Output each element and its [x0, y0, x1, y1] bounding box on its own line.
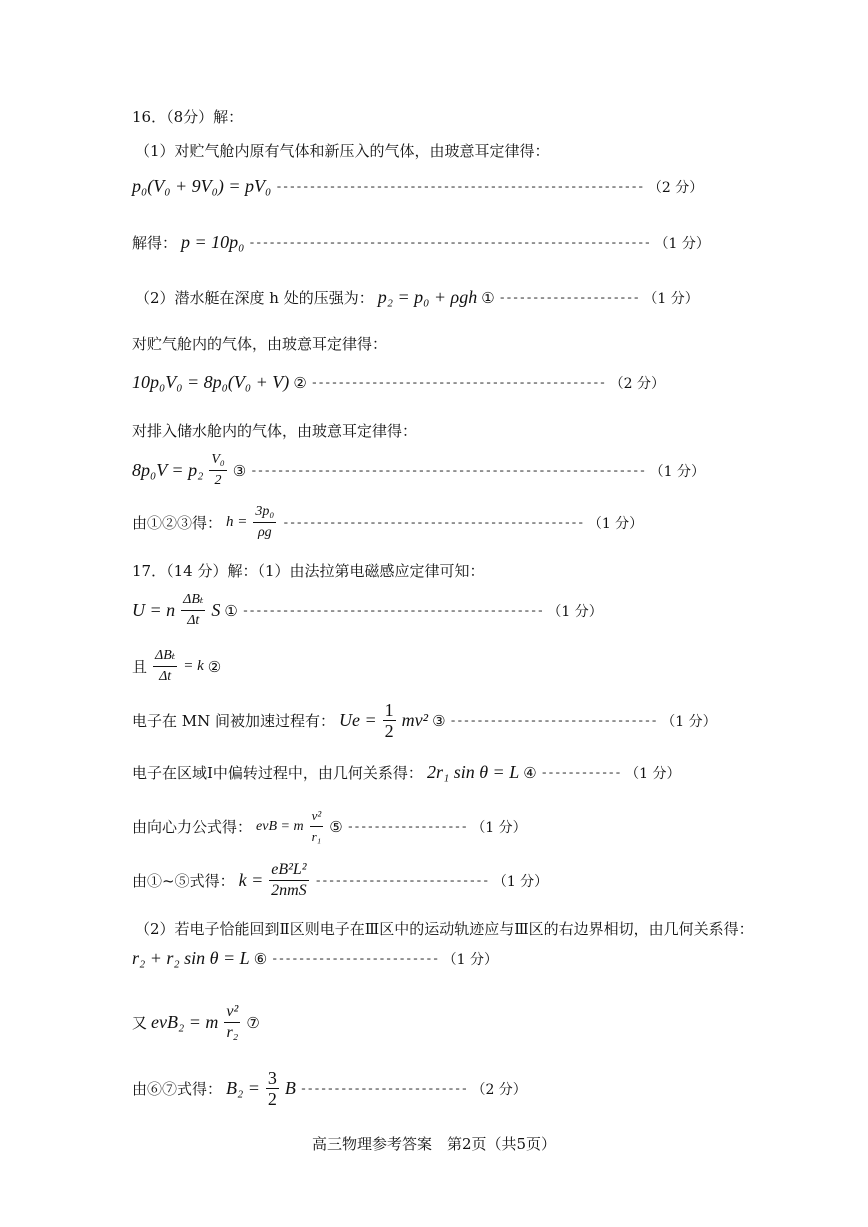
q16-solution — [132, 232, 710, 253]
q17-text-mn: 电子在 MN 间被加速过程有： — [132, 712, 336, 730]
q16-sol-dash: ------------------------------------------------------------ — [248, 235, 651, 250]
q17-eq3-score: （1 分） — [661, 713, 717, 730]
q17-eq7-formula: r₂ + r₂ sin θ = L — [132, 948, 250, 968]
q17-eq2-number: ② — [207, 657, 222, 676]
q17-eq1-number: ① — [224, 601, 238, 620]
q16-eq2-dash: --------------------- — [498, 290, 640, 305]
q17-eq3-fraction — [383, 700, 396, 741]
q17-eq1-right: S — [211, 600, 221, 620]
q16-part1-text: （1）对贮气舱内原有气体和新压入的气体，由玻意耳定律得： — [135, 142, 550, 160]
q17-eq5-frac-den: r₁ — [311, 829, 322, 844]
q17-eq8 — [132, 1002, 260, 1043]
q17-eq5-number: ⑤ — [329, 817, 343, 836]
q17-res-label: 由⑥⑦式得： — [132, 1080, 223, 1098]
q17-res-left: B₂ = — [226, 1078, 260, 1098]
q16-eq4-left: 8p₀V = p₂ — [132, 460, 204, 480]
q16-text-b-content: 对排入储水舱内的气体，由玻意耳定律得： — [132, 422, 418, 440]
q17-eq7 — [132, 948, 498, 969]
q16-res-label: 由①②③得： — [132, 514, 223, 532]
q17-eq2-label: 且 — [132, 658, 148, 676]
q17-eq1-dash: --------------------------------------------- — [241, 603, 544, 618]
q16-res-fraction — [253, 502, 276, 543]
q17-eq5-left: evB = m — [256, 818, 304, 834]
q17-res-dash: ------------------------- — [299, 1081, 468, 1096]
q17-eq1-score: （1 分） — [547, 603, 603, 620]
q17-eq3-left: Ue = — [339, 710, 377, 730]
q17-eq3-number: ③ — [432, 711, 446, 730]
q16-res-score: （1 分） — [587, 515, 644, 532]
q17-eq8-number: ⑦ — [246, 1013, 260, 1032]
q16-eq4-dash: ----------------------------------------------------------- — [250, 463, 646, 478]
q17-res-frac-den: 2 — [267, 1089, 277, 1109]
q16-eq1-score: （2 分） — [647, 179, 704, 196]
q17-eq2 — [132, 646, 221, 687]
q17-eq8-left: evB₂ = m — [151, 1012, 219, 1032]
q16-res-left: h = — [226, 514, 248, 530]
q17-eq3 — [132, 700, 717, 741]
q17-eq7-dash: ------------------------- — [271, 951, 439, 966]
q17-eq1-frac-den: Δt — [187, 613, 200, 628]
q16-eq3 — [132, 372, 665, 393]
q17-eq2-right: = k — [183, 658, 204, 674]
q16-eq4-number: ③ — [232, 461, 247, 480]
q17-eq1 — [132, 590, 603, 631]
q17-res-score: （2 分） — [471, 1081, 527, 1098]
q16-text-a-content: 对贮气舱内的气体，由玻意耳定律得： — [132, 335, 388, 353]
q16-eq1 — [132, 176, 703, 197]
q17-eq4-number: ④ — [523, 763, 537, 782]
q17-res-fraction — [266, 1068, 279, 1109]
q17-eq5-dash: ------------------ — [346, 819, 468, 834]
q17-eq3-right: mv² — [401, 710, 429, 730]
q17-eq5-fraction — [310, 806, 324, 847]
q16-sol-formula: p = 10p₀ — [181, 232, 245, 252]
q17-header-text: 17．（14 分）解：（1）由法拉第电磁感应定律可知： — [132, 562, 485, 580]
q17-eq1-fraction — [181, 590, 205, 631]
q17-eq1-left: U = n — [132, 600, 176, 620]
q17-eq6-dash: -------------------------- — [314, 873, 489, 888]
q16-header-text: 16．（8分）解： — [132, 108, 244, 126]
q17-eq2-frac-den: Δt — [159, 669, 172, 684]
q16-sol-score: （1 分） — [654, 235, 710, 252]
q17-eq6-frac-den: 2nmS — [271, 882, 307, 899]
q17-eq7-number: ⑥ — [253, 949, 268, 968]
q17-eq2-frac-num: ΔBₜ — [153, 646, 177, 667]
q16-eq2-score: （1 分） — [643, 290, 699, 307]
q17-eq2-fraction — [153, 646, 177, 687]
q16-eq3-score: （2 分） — [609, 375, 665, 392]
q16-eq4 — [132, 450, 705, 491]
q17-eq4-dash: ------------ — [540, 765, 622, 780]
q16-eq4-fraction — [209, 450, 226, 491]
q16-text-b — [132, 420, 417, 441]
q17-eq8-frac-num: v² — [224, 1002, 240, 1023]
q17-eq6-left: k = — [238, 870, 264, 890]
q17-eq5-score: （1 分） — [471, 819, 527, 836]
q17-eq8-frac-den: r₂ — [226, 1024, 239, 1041]
q16-eq3-formula: 10p₀V₀ = 8p₀(V₀ + V) — [132, 372, 290, 392]
q16-eq2-number: ① — [481, 288, 495, 307]
q16-res-frac-den: ρg — [257, 525, 272, 540]
q17-eq3-frac-den: 2 — [384, 721, 394, 741]
q17-eq6-frac-num: eB²L² — [269, 860, 308, 881]
q17-header — [132, 560, 485, 581]
q17-eq1-frac-num: ΔBₜ — [181, 590, 205, 611]
q16-header — [132, 106, 243, 127]
q16-eq3-dash: -------------------------------------------- — [310, 375, 606, 390]
q17-result — [132, 1068, 527, 1109]
q17-eq4-formula: 2r₁ sin θ = L — [426, 762, 520, 782]
q17-text-centri: 由向心力公式得： — [132, 818, 253, 836]
q17-text-region: 电子在区域Ⅰ中偏转过程中，由几何关系得： — [132, 764, 423, 782]
q16-res-dash: --------------------------------------------- — [282, 515, 584, 530]
q16-text-a — [132, 333, 387, 354]
q17-eq6 — [132, 860, 548, 901]
q16-part1-intro — [135, 140, 550, 161]
q17-eq7-score: （1 分） — [442, 951, 499, 968]
q17-res-frac-num: 3 — [267, 1068, 277, 1088]
q17-eq4-score: （1 分） — [625, 765, 681, 782]
q17-eq5 — [132, 806, 527, 847]
q17-eq8-fraction — [224, 1002, 240, 1043]
q17-eq6-score: （1 分） — [492, 873, 549, 890]
q17-eq6-fraction — [269, 860, 308, 901]
q16-res-frac-num: 3p₀ — [253, 502, 276, 523]
q16-part2-text: （2）潜水艇在深度 h 处的压强为： — [135, 289, 374, 307]
q16-eq4-frac-num: V₀ — [209, 450, 226, 471]
q17-eq3-frac-num: 1 — [384, 700, 394, 720]
q16-eq1-dash: ------------------------------------------------------- — [275, 179, 644, 194]
q16-eq1-formula: p₀(V₀ + 9V₀) = pV₀ — [132, 176, 272, 196]
q17-eq3-dash: ------------------------------- — [449, 713, 658, 728]
q16-sol-label: 解得： — [132, 234, 178, 252]
q17-part2-intro — [135, 918, 754, 939]
q16-eq2-formula: p₂ = p₀ + ρgh — [377, 287, 478, 307]
q16-eq2 — [135, 287, 699, 308]
q17-part2-text: （2）若电子恰能回到Ⅱ区则电子在Ⅲ区中的运动轨迹应与Ⅲ区的右边界相切，由几何关系得： — [135, 920, 754, 938]
q16-eq4-score: （1 分） — [649, 463, 705, 480]
q16-eq4-frac-den: 2 — [214, 473, 222, 488]
q16-result — [132, 502, 643, 543]
q17-text-k: 由①~⑤式得： — [132, 872, 235, 890]
q17-eq8-label: 又 — [132, 1014, 148, 1032]
page-footer: 高三物理参考答案 第2页（共5页） — [311, 1135, 557, 1153]
q17-res-right: B — [284, 1078, 296, 1098]
q16-eq3-number: ② — [293, 373, 307, 392]
q17-eq5-frac-num: v² — [310, 806, 324, 827]
q17-eq4 — [132, 762, 680, 783]
